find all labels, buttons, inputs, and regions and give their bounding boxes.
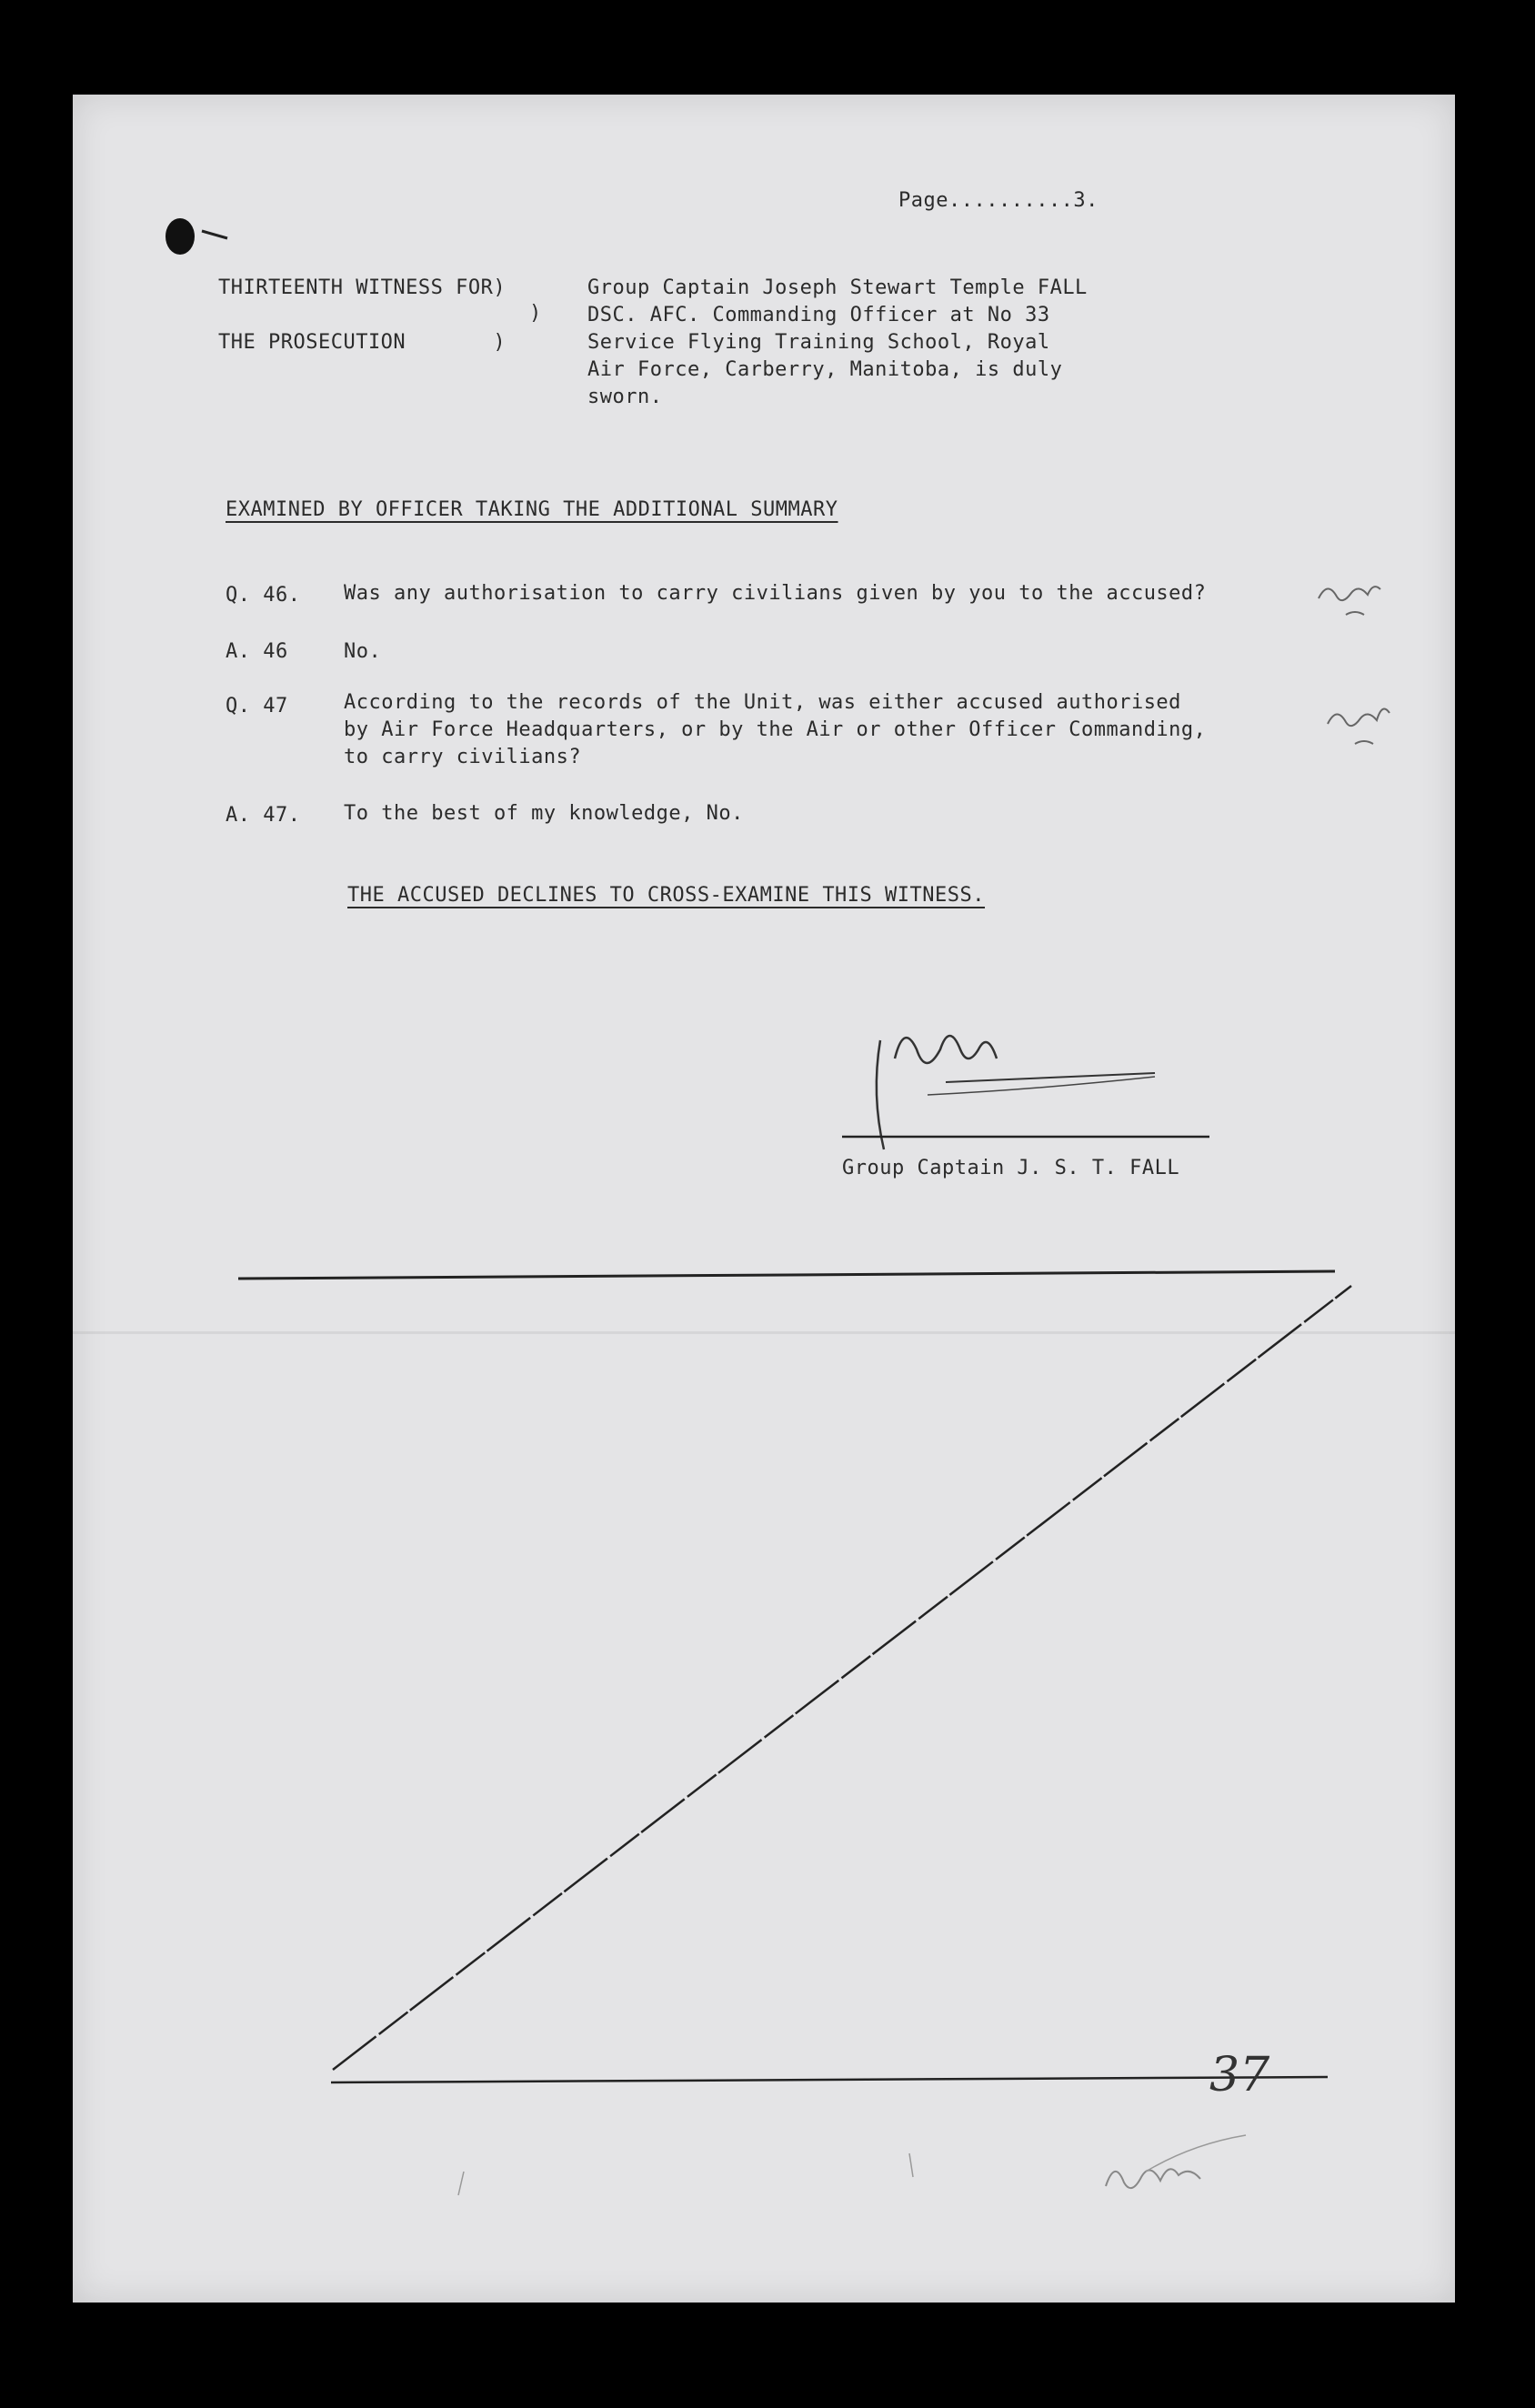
qa-text-a47: To the best of my knowledge, No.	[344, 802, 744, 825]
top-rule	[238, 1271, 1335, 1279]
examined-heading: EXAMINED BY OFFICER TAKING THE ADDITIONAL SUMMARY	[226, 498, 838, 521]
margin-initials-q47-icon	[1328, 709, 1390, 727]
qa-label-a46: A. 46	[226, 640, 288, 663]
signature-name: Group Captain J. S. T. FALL	[842, 1157, 1180, 1179]
declines-statement: THE ACCUSED DECLINES TO CROSS-EXAMINE THIS WITNESS.	[347, 884, 986, 907]
signature-icon	[877, 1036, 1155, 1149]
qa-text-q46: Was any authorisation to carry civilians given by you to the accused?	[344, 582, 1207, 605]
witness-description-line2: DSC. AFC. Commanding Officer at No 33	[587, 304, 1050, 326]
diagonal-cancel-line	[333, 1286, 1351, 2070]
witness-heading-line2: THE PROSECUTION )	[218, 331, 507, 354]
qa-label-q46: Q. 46.	[226, 584, 301, 607]
bottom-rule	[331, 2077, 1328, 2082]
qa-label-a47: A. 47.	[226, 804, 301, 827]
handwritten-annotations	[73, 95, 1455, 2303]
witness-description-line1: Group Captain Joseph Stewart Temple FALL	[587, 276, 1088, 299]
bottom-initials-icon	[1106, 2169, 1200, 2188]
qa-text-q47-line1: According to the records of the Unit, was either accused authorised	[344, 691, 1181, 714]
page-label: Page..........3.	[898, 189, 1099, 212]
witness-heading-paren: )	[529, 302, 542, 325]
witness-description-line5: sworn.	[587, 386, 663, 408]
qa-text-q47-line3: to carry civilians?	[344, 746, 582, 768]
qa-text-a46: No.	[344, 640, 382, 663]
witness-description-line3: Service Flying Training School, Royal	[587, 331, 1050, 354]
witness-heading-line1: THIRTEENTH WITNESS FOR)	[218, 276, 507, 299]
qa-label-q47: Q. 47	[226, 695, 288, 717]
qa-text-q47-line2: by Air Force Headquarters, or by the Air or other Officer Commanding,	[344, 718, 1207, 741]
handwritten-page-number: 37	[1209, 2048, 1270, 2102]
document-page	[73, 95, 1455, 2303]
margin-initials-q46-icon	[1319, 587, 1380, 600]
witness-description-line4: Air Force, Carberry, Manitoba, is duly	[587, 358, 1063, 381]
